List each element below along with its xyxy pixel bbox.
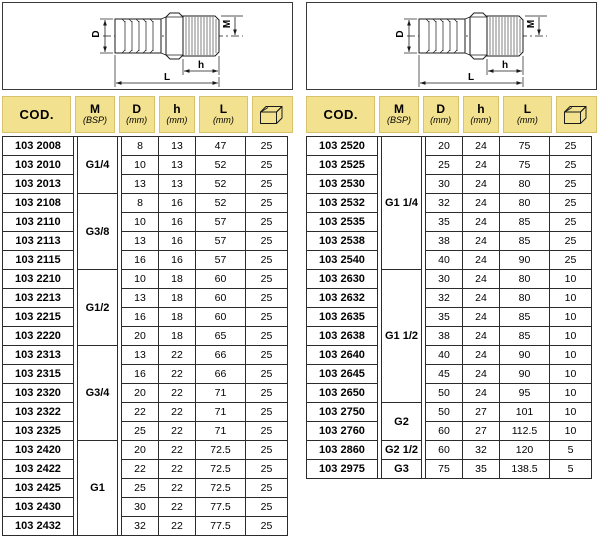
- dim-l-cell: 90: [500, 365, 550, 384]
- hose-barb-fitting-diagram: [3, 3, 292, 89]
- pack-qty-cell: 25: [246, 270, 288, 289]
- dim-label-d: D: [91, 30, 102, 38]
- dim-l-cell: 75: [500, 137, 550, 156]
- column-header-cod: [2, 96, 71, 133]
- hex-collar: [470, 13, 487, 59]
- dim-l-cell: 72.5: [196, 441, 246, 460]
- table-row: [307, 460, 592, 479]
- table-header: [2, 96, 293, 133]
- cod-header-label: COD.: [19, 106, 54, 122]
- pack-qty-cell: 25: [550, 156, 592, 175]
- table-row: [3, 175, 288, 194]
- dim-h-cell: 16: [159, 251, 196, 270]
- dim-d-cell: 20: [122, 441, 159, 460]
- m-header-unit: (BSP): [387, 115, 412, 126]
- table-row: [3, 460, 288, 479]
- package-box-icon: [562, 104, 590, 126]
- cod-cell: 103 2115: [3, 251, 74, 270]
- m-header-label: M: [90, 102, 100, 117]
- dim-label-l: L: [163, 72, 171, 83]
- dim-h-cell: 24: [463, 270, 500, 289]
- thread-size-cell: G3/4: [78, 346, 118, 441]
- dim-h-cell: 13: [159, 175, 196, 194]
- pack-qty-cell: 25: [246, 365, 288, 384]
- dim-l-cell: 60: [196, 270, 246, 289]
- table-row: [3, 422, 288, 441]
- table-row: [307, 308, 592, 327]
- h-header-unit: (mm): [166, 115, 188, 126]
- fittings-table-right: [306, 136, 592, 479]
- pack-qty-cell: 25: [246, 194, 288, 213]
- dim-d-cell: 16: [122, 365, 159, 384]
- cod-cell: 103 2432: [3, 517, 74, 536]
- dim-d-cell: 25: [122, 479, 159, 498]
- table-row: [307, 422, 592, 441]
- dim-h-cell: 24: [463, 232, 500, 251]
- cod-cell: 103 2635: [307, 308, 378, 327]
- cod-cell: 103 2108: [3, 194, 74, 213]
- thread-size-cell: G3: [382, 460, 422, 479]
- dim-label-h: h: [197, 60, 205, 71]
- cod-cell: 103 2532: [307, 194, 378, 213]
- column-header-m: [379, 96, 418, 133]
- table-row: [3, 365, 288, 384]
- dim-l-cell: 120: [500, 441, 550, 460]
- table-row: [3, 517, 288, 536]
- cod-cell: 103 2325: [3, 422, 74, 441]
- dim-l-cell: 85: [500, 308, 550, 327]
- dim-h-cell: 24: [463, 251, 500, 270]
- d-header-unit: (mm): [126, 115, 148, 126]
- dim-h-cell: 18: [159, 327, 196, 346]
- dim-h-cell: 32: [463, 441, 500, 460]
- table-row: [307, 384, 592, 403]
- cod-cell: 103 2110: [3, 213, 74, 232]
- l-header-label: L: [219, 102, 228, 117]
- table-row: [307, 441, 592, 460]
- cod-cell: 103 2320: [3, 384, 74, 403]
- dim-d-cell: 10: [122, 270, 159, 289]
- dim-d-cell: 45: [426, 365, 463, 384]
- table-row: [3, 327, 288, 346]
- pack-qty-cell: 25: [246, 137, 288, 156]
- pack-qty-cell: 25: [246, 346, 288, 365]
- cod-cell: 103 2213: [3, 289, 74, 308]
- hex-collar: [166, 13, 183, 59]
- table-header: [306, 96, 597, 133]
- dim-l-cell: 72.5: [196, 479, 246, 498]
- pack-qty-cell: 25: [246, 156, 288, 175]
- column-header-l: [199, 96, 248, 133]
- dim-h-cell: 22: [159, 384, 196, 403]
- table-row: [3, 441, 288, 460]
- cod-cell: 103 2008: [3, 137, 74, 156]
- dim-l-cell: 80: [500, 289, 550, 308]
- table-row: [307, 156, 592, 175]
- cod-cell: 103 2645: [307, 365, 378, 384]
- table-row: [3, 384, 288, 403]
- dim-label-m: M: [222, 19, 233, 29]
- dim-d-cell: 30: [426, 270, 463, 289]
- dim-l-cell: 52: [196, 194, 246, 213]
- table-row: [3, 270, 288, 289]
- dim-d-cell: 38: [426, 327, 463, 346]
- table-row: [307, 346, 592, 365]
- dim-h-cell: 13: [159, 137, 196, 156]
- dim-l-cell: 80: [500, 194, 550, 213]
- dim-d-cell: 22: [122, 403, 159, 422]
- h-header-unit: (mm): [470, 115, 492, 126]
- dim-l-cell: 80: [500, 175, 550, 194]
- pack-qty-cell: 25: [246, 517, 288, 536]
- table-row: [307, 289, 592, 308]
- pack-qty-cell: 25: [550, 137, 592, 156]
- pack-qty-cell: 25: [550, 194, 592, 213]
- dim-d-cell: 60: [426, 422, 463, 441]
- pack-qty-cell: 25: [550, 175, 592, 194]
- column-header-package-qty: [252, 96, 293, 133]
- pack-qty-cell: 25: [246, 308, 288, 327]
- table-row: [3, 251, 288, 270]
- column-header-h: [463, 96, 499, 133]
- thread-size-cell: G2: [382, 403, 422, 441]
- dim-l-cell: 75: [500, 156, 550, 175]
- pack-qty-cell: 5: [550, 460, 592, 479]
- dim-h-cell: 22: [159, 365, 196, 384]
- dim-l-cell: 90: [500, 346, 550, 365]
- hose-barb-fitting-diagram: [307, 3, 596, 89]
- cod-cell: 103 2010: [3, 156, 74, 175]
- d-header-unit: (mm): [430, 115, 452, 126]
- dim-d-cell: 20: [122, 384, 159, 403]
- pack-qty-cell: 10: [550, 308, 592, 327]
- dim-h-cell: 18: [159, 289, 196, 308]
- table-row: [3, 194, 288, 213]
- fitting-technical-drawing: [306, 2, 597, 90]
- dim-d-cell: 25: [426, 156, 463, 175]
- m-header-unit: (BSP): [83, 115, 108, 126]
- dim-d-cell: 10: [122, 156, 159, 175]
- dim-label-m: M: [526, 19, 537, 29]
- dim-d-cell: 38: [426, 232, 463, 251]
- dim-d-cell: 22: [122, 460, 159, 479]
- pack-qty-cell: 10: [550, 365, 592, 384]
- pack-qty-cell: 10: [550, 270, 592, 289]
- dim-d-cell: 13: [122, 175, 159, 194]
- pack-qty-cell: 25: [246, 460, 288, 479]
- table-row: [307, 213, 592, 232]
- column-header-d: [423, 96, 459, 133]
- dim-h-cell: 24: [463, 365, 500, 384]
- pack-qty-cell: 25: [550, 251, 592, 270]
- left-catalog-panel: [2, 2, 293, 536]
- dim-l-cell: 95: [500, 384, 550, 403]
- table-row: [3, 403, 288, 422]
- dim-h-cell: 22: [159, 403, 196, 422]
- dim-h-cell: 22: [159, 460, 196, 479]
- dim-l-cell: 85: [500, 213, 550, 232]
- dim-l-cell: 85: [500, 327, 550, 346]
- dim-d-cell: 40: [426, 251, 463, 270]
- dim-l-cell: 52: [196, 156, 246, 175]
- cod-cell: 103 2013: [3, 175, 74, 194]
- dim-h-cell: 24: [463, 175, 500, 194]
- table-row: [3, 213, 288, 232]
- table-row: [3, 156, 288, 175]
- dim-d-cell: 8: [122, 137, 159, 156]
- dim-d-cell: 25: [122, 422, 159, 441]
- cod-cell: 103 2530: [307, 175, 378, 194]
- column-header-package-qty: [556, 96, 597, 133]
- dim-d-cell: 32: [426, 289, 463, 308]
- dim-d-cell: 60: [426, 441, 463, 460]
- cod-cell: 103 2425: [3, 479, 74, 498]
- cod-cell: 103 2322: [3, 403, 74, 422]
- dim-d-cell: 50: [426, 403, 463, 422]
- dim-label-l: L: [467, 72, 475, 83]
- m-header-label: M: [394, 102, 404, 117]
- d-header-label: D: [132, 102, 142, 117]
- dim-l-cell: 85: [500, 232, 550, 251]
- dim-l-cell: 57: [196, 251, 246, 270]
- dim-d-cell: 13: [122, 232, 159, 251]
- dim-h-cell: 24: [463, 156, 500, 175]
- pack-qty-cell: 25: [246, 441, 288, 460]
- dim-h-cell: 22: [159, 346, 196, 365]
- cod-cell: 103 2630: [307, 270, 378, 289]
- table-row: [307, 327, 592, 346]
- dim-l-cell: 90: [500, 251, 550, 270]
- table-row: [3, 479, 288, 498]
- table-row: [307, 403, 592, 422]
- h-header-label: h: [477, 102, 485, 117]
- dim-d-cell: 8: [122, 194, 159, 213]
- dim-l-cell: 66: [196, 346, 246, 365]
- pack-qty-cell: 25: [246, 232, 288, 251]
- cod-cell: 103 2750: [307, 403, 378, 422]
- cod-cell: 103 2220: [3, 327, 74, 346]
- dim-l-cell: 57: [196, 232, 246, 251]
- dim-label-h: h: [501, 60, 509, 71]
- dim-h-cell: 35: [463, 460, 500, 479]
- pack-qty-cell: 5: [550, 441, 592, 460]
- dim-d-cell: 35: [426, 308, 463, 327]
- pack-qty-cell: 10: [550, 327, 592, 346]
- right-catalog-panel: [306, 2, 597, 479]
- cod-cell: 103 2422: [3, 460, 74, 479]
- table-row: [307, 137, 592, 156]
- pack-qty-cell: 25: [246, 327, 288, 346]
- table-row: [3, 232, 288, 251]
- cod-cell: 103 2760: [307, 422, 378, 441]
- dim-label-d: D: [395, 30, 406, 38]
- dim-h-cell: 18: [159, 270, 196, 289]
- cod-cell: 103 2632: [307, 289, 378, 308]
- cod-cell: 103 2638: [307, 327, 378, 346]
- thread-size-cell: G1 1/4: [382, 137, 422, 270]
- dim-h-cell: 24: [463, 137, 500, 156]
- dim-d-cell: 10: [122, 213, 159, 232]
- thread-size-cell: G1/2: [78, 270, 118, 346]
- cod-cell: 103 2525: [307, 156, 378, 175]
- cod-cell: 103 2420: [3, 441, 74, 460]
- table-row: [307, 194, 592, 213]
- dim-l-cell: 65: [196, 327, 246, 346]
- cod-cell: 103 2113: [3, 232, 74, 251]
- dim-h-cell: 18: [159, 308, 196, 327]
- dim-d-cell: 32: [122, 517, 159, 536]
- pack-qty-cell: 25: [246, 403, 288, 422]
- dim-h-cell: 27: [463, 422, 500, 441]
- dim-l-cell: 52: [196, 175, 246, 194]
- cod-cell: 103 2430: [3, 498, 74, 517]
- dim-h-cell: 16: [159, 194, 196, 213]
- dim-h-cell: 27: [463, 403, 500, 422]
- hose-tail-body: [115, 19, 161, 53]
- dim-l-cell: 72.5: [196, 460, 246, 479]
- dim-l-cell: 57: [196, 213, 246, 232]
- dim-d-cell: 20: [122, 327, 159, 346]
- pack-qty-cell: 10: [550, 346, 592, 365]
- pack-qty-cell: 25: [246, 498, 288, 517]
- table-row: [307, 232, 592, 251]
- dim-l-cell: 71: [196, 403, 246, 422]
- dim-l-cell: 66: [196, 365, 246, 384]
- dim-h-cell: 22: [159, 479, 196, 498]
- pack-qty-cell: 25: [246, 213, 288, 232]
- table-row: [307, 365, 592, 384]
- hose-tail-body: [419, 19, 465, 53]
- cod-cell: 103 2860: [307, 441, 378, 460]
- dim-h-cell: 24: [463, 346, 500, 365]
- thread-size-cell: G1 1/2: [382, 270, 422, 403]
- dim-h-cell: 22: [159, 517, 196, 536]
- cod-cell: 103 2538: [307, 232, 378, 251]
- fittings-table-left: [2, 136, 288, 536]
- column-header-cod: [306, 96, 375, 133]
- pack-qty-cell: 25: [246, 422, 288, 441]
- table-row: [3, 346, 288, 365]
- dim-d-cell: 32: [426, 194, 463, 213]
- h-header-label: h: [173, 102, 181, 117]
- dim-d-cell: 40: [426, 346, 463, 365]
- dim-h-cell: 22: [159, 498, 196, 517]
- dim-l-cell: 60: [196, 308, 246, 327]
- table-row: [307, 175, 592, 194]
- cod-cell: 103 2315: [3, 365, 74, 384]
- dim-d-cell: 30: [426, 175, 463, 194]
- dim-l-cell: 101: [500, 403, 550, 422]
- dim-d-cell: 50: [426, 384, 463, 403]
- dim-d-cell: 16: [122, 251, 159, 270]
- table-row: [3, 137, 288, 156]
- l-header-label: L: [523, 102, 532, 117]
- fitting-technical-drawing: [2, 2, 293, 90]
- dim-h-cell: 16: [159, 213, 196, 232]
- cod-cell: 103 2650: [307, 384, 378, 403]
- cod-cell: 103 2535: [307, 213, 378, 232]
- dim-l-cell: 71: [196, 384, 246, 403]
- pack-qty-cell: 25: [550, 232, 592, 251]
- pack-qty-cell: 25: [246, 251, 288, 270]
- dim-h-cell: 24: [463, 384, 500, 403]
- table-row: [3, 308, 288, 327]
- dim-l-cell: 112.5: [500, 422, 550, 441]
- cod-cell: 103 2520: [307, 137, 378, 156]
- dim-h-cell: 24: [463, 289, 500, 308]
- dim-d-cell: 20: [426, 137, 463, 156]
- cod-cell: 103 2540: [307, 251, 378, 270]
- dim-h-cell: 16: [159, 232, 196, 251]
- dim-h-cell: 24: [463, 194, 500, 213]
- pack-qty-cell: 10: [550, 289, 592, 308]
- pack-qty-cell: 25: [246, 289, 288, 308]
- pack-qty-cell: 10: [550, 403, 592, 422]
- pack-qty-cell: 10: [550, 422, 592, 441]
- table-row: [307, 251, 592, 270]
- cod-header-label: COD.: [323, 106, 358, 122]
- pack-qty-cell: 25: [550, 213, 592, 232]
- package-box-icon: [258, 104, 286, 126]
- cod-cell: 103 2313: [3, 346, 74, 365]
- column-header-l: [503, 96, 552, 133]
- dim-h-cell: 22: [159, 422, 196, 441]
- l-header-unit: (mm): [212, 115, 234, 126]
- dim-l-cell: 60: [196, 289, 246, 308]
- pack-qty-cell: 25: [246, 384, 288, 403]
- column-header-d: [119, 96, 155, 133]
- pack-qty-cell: 10: [550, 384, 592, 403]
- dim-h-cell: 24: [463, 308, 500, 327]
- table-row: [3, 498, 288, 517]
- pack-qty-cell: 25: [246, 175, 288, 194]
- cod-cell: 103 2640: [307, 346, 378, 365]
- cod-cell: 103 2975: [307, 460, 378, 479]
- dim-h-cell: 22: [159, 441, 196, 460]
- l-header-unit: (mm): [516, 115, 538, 126]
- dim-h-cell: 13: [159, 156, 196, 175]
- dim-l-cell: 77.5: [196, 517, 246, 536]
- thread-size-cell: G1: [78, 441, 118, 536]
- cod-cell: 103 2215: [3, 308, 74, 327]
- cod-cell: 103 2210: [3, 270, 74, 289]
- pack-qty-cell: 25: [246, 479, 288, 498]
- thread-size-cell: G3/8: [78, 194, 118, 270]
- d-header-label: D: [436, 102, 446, 117]
- dim-d-cell: 16: [122, 308, 159, 327]
- dim-d-cell: 75: [426, 460, 463, 479]
- dim-d-cell: 13: [122, 346, 159, 365]
- dim-h-cell: 24: [463, 327, 500, 346]
- dim-l-cell: 71: [196, 422, 246, 441]
- dim-l-cell: 80: [500, 270, 550, 289]
- dim-h-cell: 24: [463, 213, 500, 232]
- dim-d-cell: 35: [426, 213, 463, 232]
- thread-size-cell: G2 1/2: [382, 441, 422, 460]
- thread-size-cell: G1/4: [78, 137, 118, 194]
- column-header-h: [159, 96, 195, 133]
- dim-l-cell: 47: [196, 137, 246, 156]
- column-header-m: [75, 96, 114, 133]
- dim-l-cell: 138.5: [500, 460, 550, 479]
- table-row: [3, 289, 288, 308]
- dim-d-cell: 30: [122, 498, 159, 517]
- table-row: [307, 270, 592, 289]
- dim-l-cell: 77.5: [196, 498, 246, 517]
- dim-d-cell: 13: [122, 289, 159, 308]
